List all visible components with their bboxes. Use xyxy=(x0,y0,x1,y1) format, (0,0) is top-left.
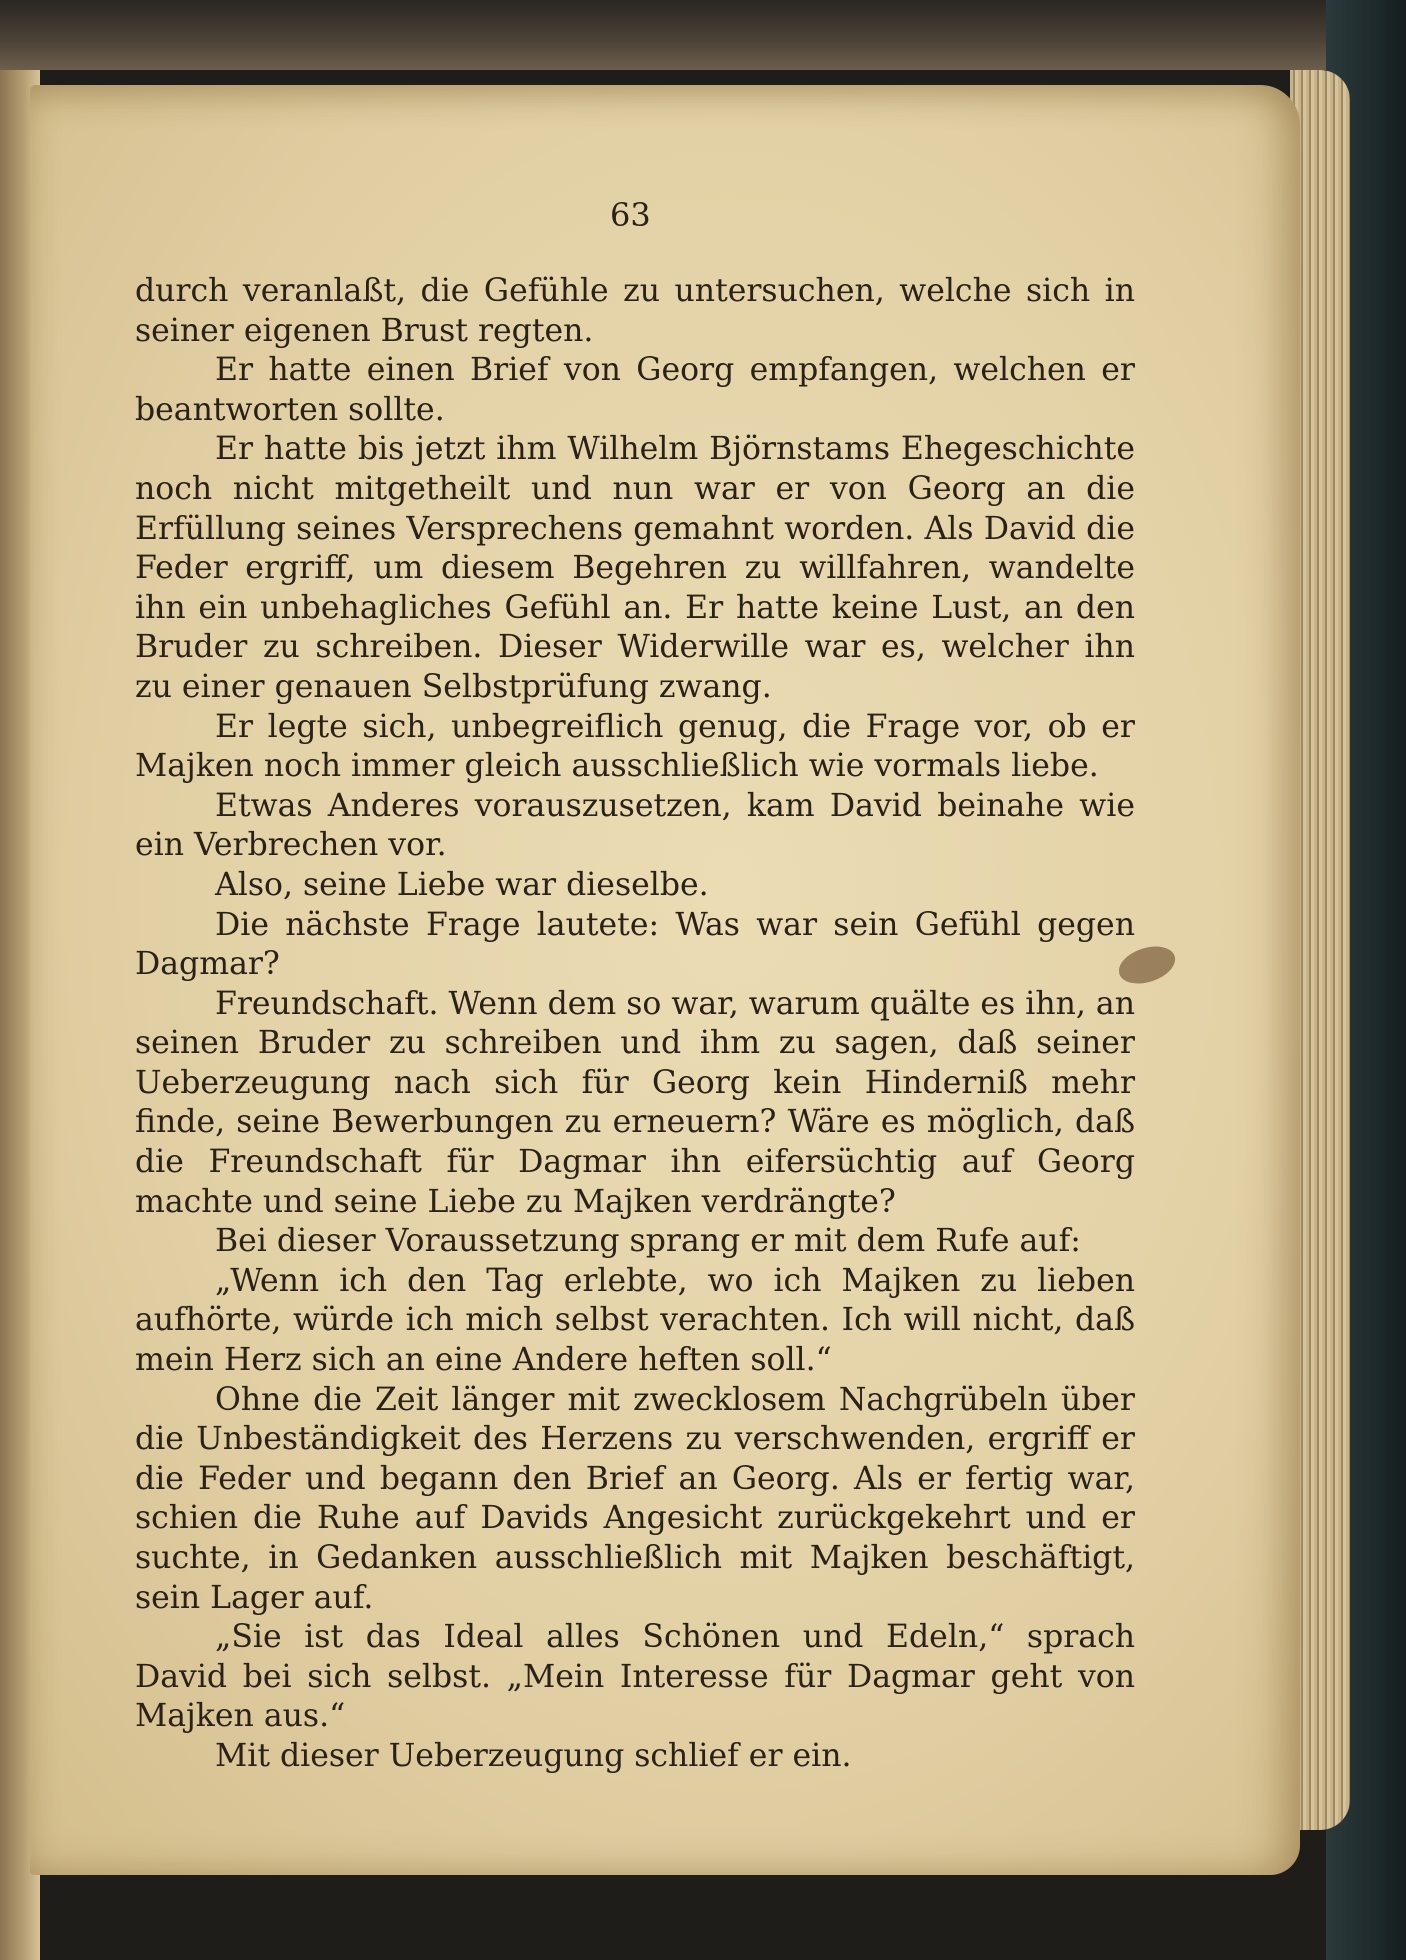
page-number: 63 xyxy=(610,196,651,234)
book-cover-top xyxy=(0,0,1406,70)
paragraph: Er legte sich, unbegreiflich genug, die Frage vor, ob er Majken noch immer gleich ausschließlich wie vormals liebe. xyxy=(135,708,1135,785)
paragraph: Etwas Anderes vorauszusetzen, kam David beinahe wie ein Verbrechen vor. xyxy=(135,787,1135,864)
paragraph: durch veranlaßt, die Gefühle zu untersuchen, welche sich in seiner eigenen Brust regten. xyxy=(135,273,1135,349)
paragraph: Er hatte bis jetzt ihm Wilhelm Björnstams Ehegeschichte noch nicht mitgetheilt und nun war er von Georg an die Erfüllung seines Versprechens gemahnt worden. Als David die Feder ergriff, um diesem Begehren zu willfahren, wandelte ihn ein unbehagliches Gefühl an. Er hatte keine Lust, an den Bruder zu schreiben. Dieser Widerwille war es, welcher ihn zu einer genauen Selbstprüfung zwang. xyxy=(135,431,1135,705)
paragraph: Freundschaft. Wenn dem so war, warum quälte es ihn, an seinen Bruder zu schreiben und ihm zu sagen, daß seiner Ueberzeugung nach sich für Georg kein Hinderniß mehr finde, seine Bewerbungen zu erneuern? Wäre es möglich, daß die Freundschaft für Dagmar ihn eifersüchtig auf Georg machte und seine Liebe zu Majken verdrängte? xyxy=(135,985,1135,1220)
paragraph: Ohne die Zeit länger mit zwecklosem Nachgrübeln über die Unbeständigkeit des Herzens zu verschwenden, ergriff er die Feder und begann den Brief an Georg. Als er fertig war, schien die Ruhe auf Davids Angesicht zurückgekehrt und er suchte, in Gedanken ausschließlich mit Majken beschäftigt, sein Lager auf. xyxy=(135,1381,1135,1616)
paragraph: „Sie ist das Ideal alles Schönen und Edeln,“ sprach David bei sich selbst. „Mein Interesse für Dagmar geht von Majken aus.“ xyxy=(135,1619,1135,1735)
paragraph: Also, seine Liebe war dieselbe. xyxy=(215,866,709,903)
paragraph: „Wenn ich den Tag erlebte, wo ich Majken zu lieben aufhörte, würde ich mich selbst verachten. Ich will nicht, daß mein Herz sich an eine Andere heften soll.“ xyxy=(135,1262,1135,1379)
page-text-block xyxy=(135,272,1135,1777)
paragraph: Die nächste Frage lautete: Was war sein Gefühl gegen Dagmar? xyxy=(135,906,1135,983)
paragraph: Bei dieser Voraussetzung sprang er mit dem Rufe auf: xyxy=(215,1223,1081,1260)
paragraph: Mit dieser Ueberzeugung schlief er ein. xyxy=(215,1737,852,1774)
paragraph: Er hatte einen Brief von Georg empfangen, welchen er beantworten sollte. xyxy=(135,352,1135,428)
